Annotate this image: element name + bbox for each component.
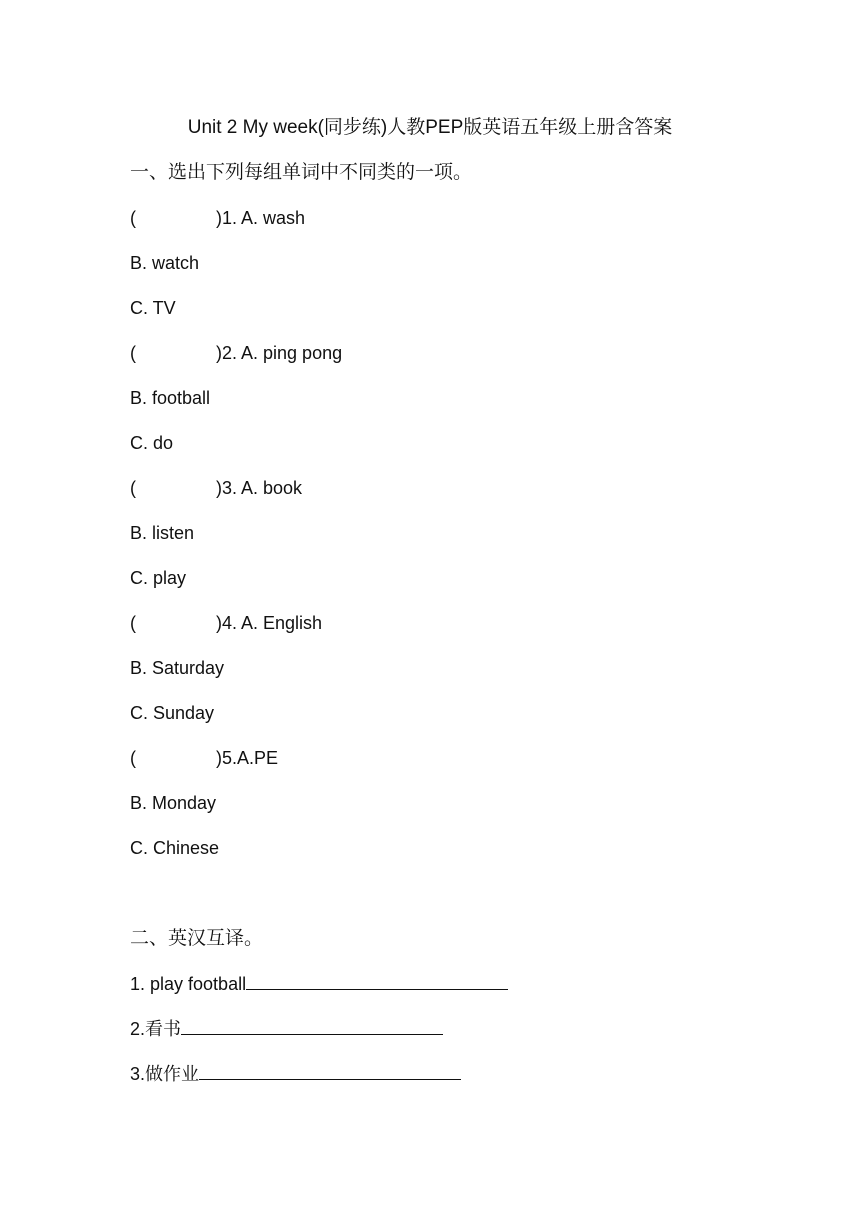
question-5-option-a: )5.A.PE (216, 748, 279, 768)
answer-blank (246, 970, 508, 990)
answer-paren: ( (130, 208, 136, 228)
question-3-option-a: )3. A. book (216, 478, 303, 498)
question-2-option-c: C. do (130, 433, 174, 453)
translation-item-1 (130, 970, 508, 998)
question-3-stem (130, 474, 302, 502)
question-2-option-a: )2. A. ping pong (216, 343, 343, 363)
translation-item-2 (130, 1015, 443, 1043)
question-4-stem (130, 609, 322, 637)
question-5-option-b: B. Monday (130, 793, 217, 813)
answer-paren: ( (130, 478, 136, 498)
answer-blank (181, 1015, 443, 1035)
question-4-option-b: B. Saturday (130, 658, 225, 678)
document-title: Unit 2 My week(同步练)人教PEP版英语五年级上册含答案 (187, 117, 673, 138)
section-2-heading: 二、英汉互译。 (130, 928, 264, 949)
translation-item-2-text: 2.看书 (130, 1019, 182, 1039)
question-4-option-c: C. Sunday (130, 703, 215, 723)
question-1-option-a: )1. A. wash (216, 208, 306, 228)
question-2-stem (130, 339, 342, 367)
answer-blank (199, 1060, 461, 1080)
answer-paren: ( (130, 748, 136, 768)
answer-paren: ( (130, 343, 136, 363)
translation-item-3-text: 3.做作业 (130, 1064, 200, 1084)
translation-item-1-text: 1. play football (130, 974, 247, 994)
question-3-option-b: B. listen (130, 523, 195, 543)
question-3-option-c: C. play (130, 568, 187, 588)
answer-paren: ( (130, 613, 136, 633)
section-1-heading: 一、选出下列每组单词中不同类的一项。 (130, 162, 473, 183)
question-1-option-c: C. TV (130, 298, 176, 318)
question-1-option-b: B. watch (130, 253, 200, 273)
translation-item-3 (130, 1060, 461, 1088)
question-4-option-a: )4. A. English (216, 613, 323, 633)
question-5-stem (130, 744, 278, 772)
question-2-option-b: B. football (130, 388, 211, 408)
question-1-stem (130, 204, 305, 232)
question-5-option-c: C. Chinese (130, 838, 220, 858)
